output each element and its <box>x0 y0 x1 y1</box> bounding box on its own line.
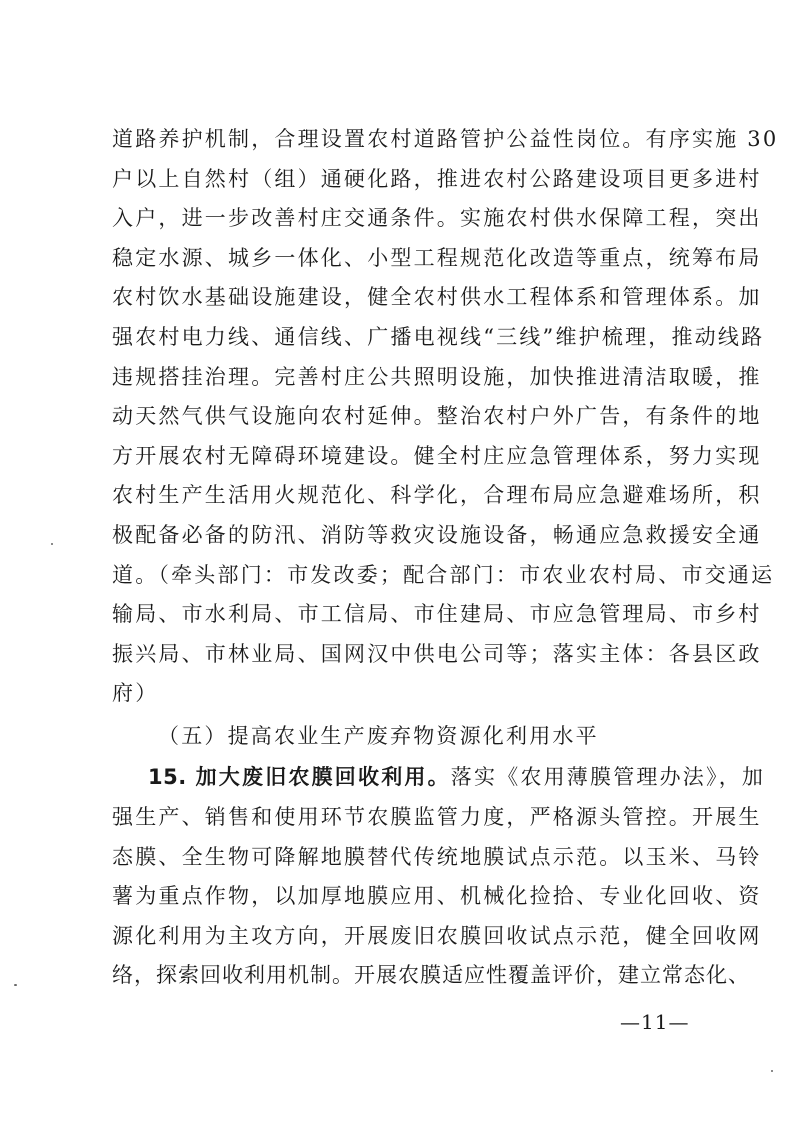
text-line: 态膜、全生物可降解地膜替代传统地膜试点示范。以玉米、马铃 <box>112 844 762 869</box>
text-line: 农村饮水基础设施建设，健全农村供水工程体系和管理体系。加 <box>112 285 762 310</box>
text-line: 薯为重点作物，以加厚地膜应用、机械化捡拾、专业化回收、资 <box>112 884 762 909</box>
text-line: 振兴局、市林业局、国网汉中供电公司等；落实主体：各县区政 <box>112 641 762 666</box>
text-line: 强生产、销售和使用环节农膜监管力度，严格源头管控。开展生 <box>112 805 762 829</box>
scan-speck <box>14 984 17 986</box>
text-line: 农村生产生活用火规范化、科学化，合理布局应急避难场所，积 <box>112 483 762 508</box>
text-line: 府） <box>112 681 159 706</box>
text-line: 稳定水源、城乡一体化、小型工程规范化改造等重点，统筹布局 <box>112 245 762 270</box>
text-line: 户以上自然村（组）通硬化路，推进农村公路建设项目更多进村 <box>112 166 762 191</box>
text-line: 违规搭挂治理。完善村庄公共照明设施，加快推进清洁取暖，推 <box>112 364 762 389</box>
item-title: 加大废旧农膜回收利用。 <box>195 764 451 789</box>
text-line: 络，探索回收利用机制。开展农膜适应性覆盖评价，建立常态化、 <box>112 963 750 988</box>
item-15-first-line <box>148 764 766 790</box>
text-line: 方开展农村无障碍环境建设。健全村庄应急管理体系，努力实现 <box>112 443 762 468</box>
page-number: —11— <box>620 1010 690 1034</box>
item-number: 15. <box>148 765 187 789</box>
scan-speck <box>771 1070 773 1072</box>
section-heading: （五）提高农业生产废弃物资源化利用水平 <box>158 724 599 748</box>
text-line: 输局、市水利局、市工信局、市住建局、市应急管理局、市乡村 <box>112 602 762 627</box>
item-first-line-text: 落实《农用薄膜管理办法》，加 <box>450 765 766 789</box>
text-line: 极配备必备的防汛、消防等救灾设施设备，畅通应急救援安全通 <box>112 523 762 547</box>
text-line: 动天然气供气设施向农村延伸。整治农村户外广告，有条件的地 <box>112 404 762 429</box>
text-line: 道。（牵头部门：市发改委；配合部门：市农业农村局、市交通运 <box>112 562 775 587</box>
scan-speck <box>51 543 53 545</box>
text-line: 道路养护机制，合理设置农村道路管护公益性岗位。有序实施 30 <box>112 127 779 151</box>
text-line: 入户，进一步改善村庄交通条件。实施农村供水保障工程，突出 <box>112 206 762 231</box>
text-line: 强农村电力线、通信线、广播电视线“三线”维护梳理，推动线路 <box>112 325 765 349</box>
text-line: 源化利用为主攻方向，开展废旧农膜回收试点示范，健全回收网 <box>112 923 762 948</box>
